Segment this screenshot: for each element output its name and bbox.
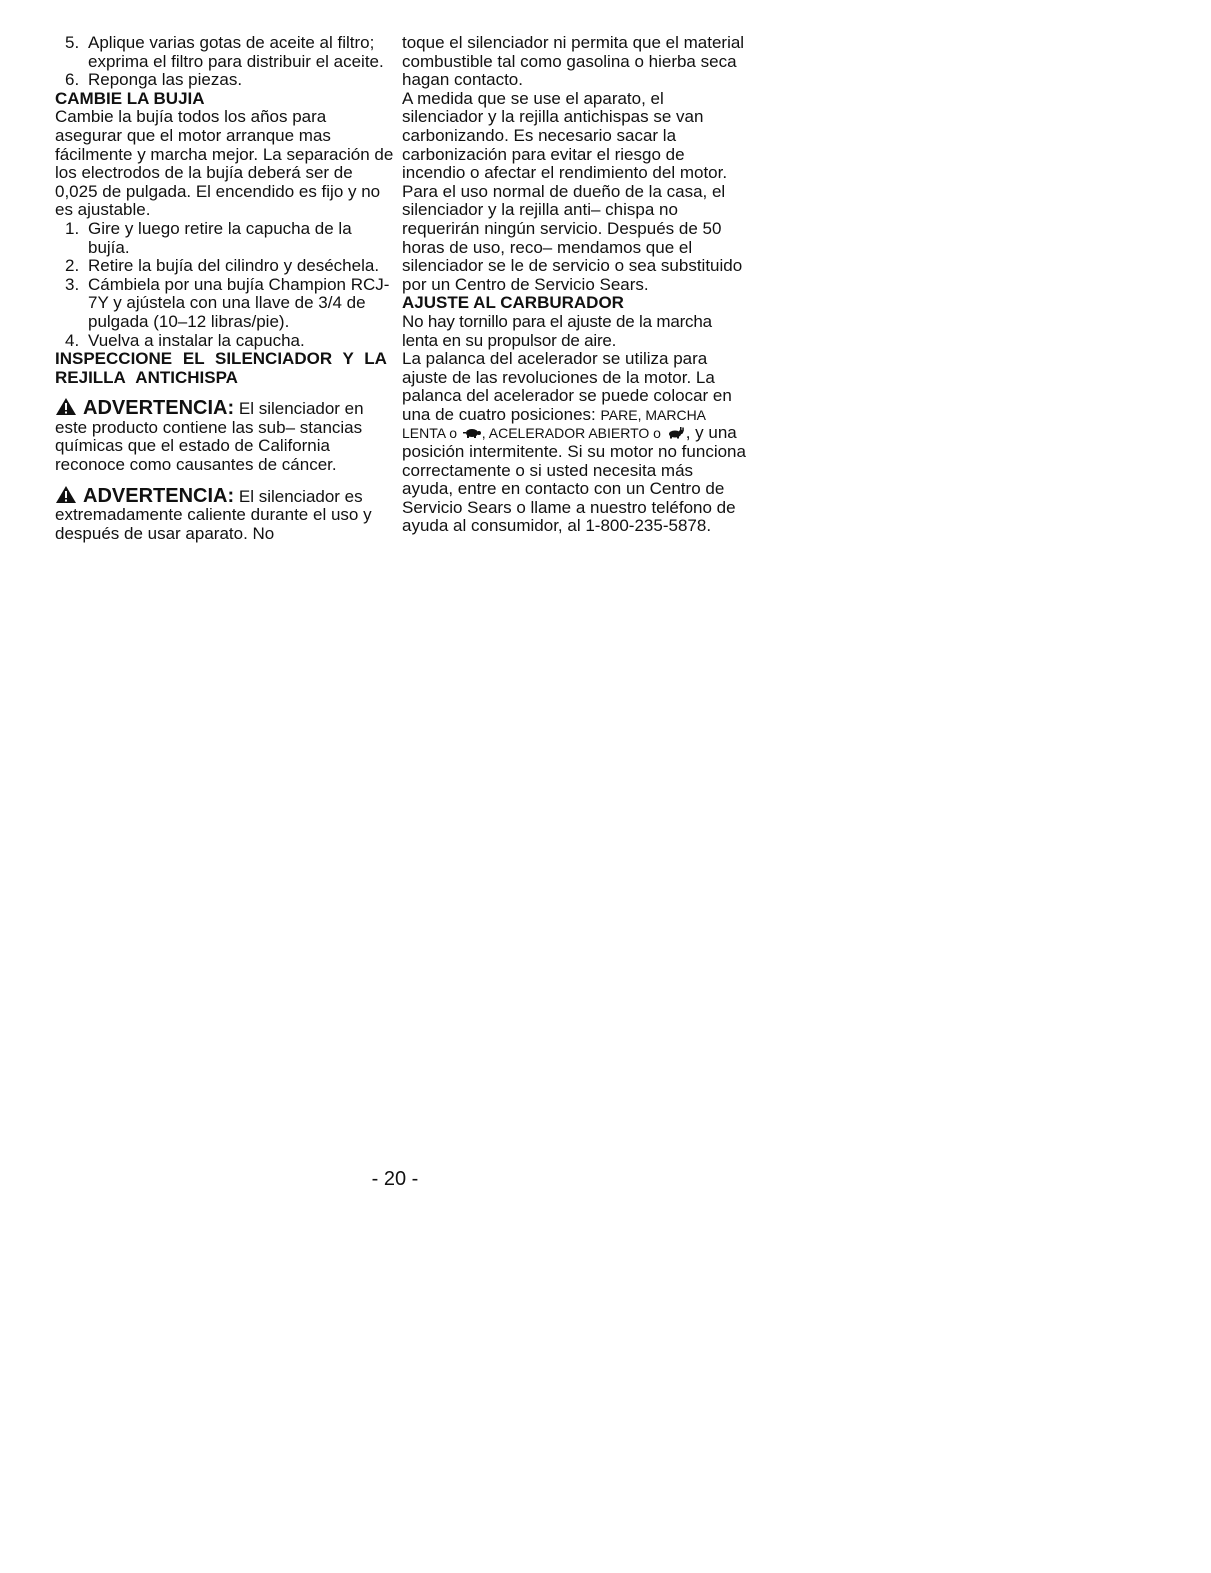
step-text: Aplique varias gotas de aceite al filtro; exprima el filtro para distribuir el aceite.	[88, 33, 384, 71]
muffler-contact-paragraph: toque el silenciador ni permita que el material combustible tal como gasolina o hierba seca hagan contacto.	[402, 33, 745, 90]
warning-triangle-icon	[55, 485, 77, 504]
position-open: , ACELERADOR ABIERTO o	[481, 425, 661, 442]
step-number: 1.	[65, 218, 80, 238]
section-heading-muffler: INSPECCIONE EL SILENCIADOR Y LA REJILLA ANTICHISPA	[55, 349, 387, 387]
turtle-icon	[462, 425, 482, 437]
rabbit-icon	[666, 425, 686, 437]
step-number: 5.	[65, 33, 80, 52]
step-number: 2.	[65, 256, 80, 276]
position-end: , y	[685, 423, 704, 443]
warning-label: ADVERTENCIA:	[83, 484, 235, 507]
list-item	[55, 257, 395, 276]
warning-triangle-icon	[55, 397, 77, 416]
list-item	[55, 332, 395, 351]
warning-text: El silenciador es extremadamente caliente durante el uso y después de usar aparato. No	[55, 486, 372, 543]
carburetor-help-text: una posición intermitente. Si su motor no funciona correctamente o si usted necesita más ayuda, entre en contacto con un Centro de Servicio Sears o llame a nuestro teléfono de ayuda al consumidor, al 1-800-235-5878.	[402, 423, 746, 536]
step-number: 4.	[65, 330, 80, 350]
list-item	[55, 220, 395, 257]
warning-label: ADVERTENCIA:	[83, 397, 235, 420]
service-paragraph: Para el uso normal de dueño de la casa, el silenciador y la rejilla anti– chispa no requerirán ningún servicio. Después de 50 horas de uso, reco– mendamos que el silenciador se le de servicio o sea substituido por un Centro de Servicio Sears.	[402, 181, 743, 294]
page-number: - 20 -	[371, 1168, 419, 1190]
left-column	[55, 34, 395, 543]
carburetor-paragraph-1: No hay tornillo para el ajuste de la marcha lenta en su propulsor de aire.	[402, 311, 712, 350]
carbon-buildup-paragraph: A medida que se use el aparato, el silenciador y la rejilla antichispas se van carbonizando. Es necesario sacar la carbonización para evitar el riesgo de incendio o afectar el rendimiento del motor.	[402, 88, 728, 183]
step-text: Gire y luego retire la capucha de la bujía.	[88, 218, 352, 257]
warning-paragraph	[55, 397, 395, 474]
carburetor-paragraph-2	[402, 350, 747, 536]
step-text: Retire la bujía del cilindro y deséchela.	[88, 256, 380, 276]
position-labels: PARE, MARCHA LENTA o	[402, 406, 706, 442]
list-item	[55, 276, 395, 332]
section-heading-carburetor: AJUSTE AL CARBURADOR	[402, 293, 624, 313]
step-text: Vuelva a instalar la capucha.	[88, 330, 305, 350]
spark-plug-intro: Cambie la bujía todos los años para asegurar que el motor arranque mas fácilmente y marcha mejor. La separación de los electrodos de la bujía deberá ser de 0,025 de pulgada. El encendido es fijo y no es ajustable.	[55, 107, 394, 220]
list-item	[55, 34, 395, 71]
step-text: Reponga las piezas.	[88, 70, 243, 90]
right-column	[402, 34, 747, 536]
list-item	[55, 71, 395, 90]
step-number: 6.	[65, 70, 80, 90]
step-number: 3.	[65, 274, 80, 294]
throttle-text: La palanca del acelerador se utiliza para ajuste de las revoluciones de la motor. La palanca del acelerador se puede colocar en una de cuatro posiciones:	[402, 349, 732, 424]
warning-text: El silenciador en este producto contiene las sub– stancias químicas que el estado de California reconoce como causantes de cáncer.	[55, 399, 364, 475]
section-heading-spark-plug: CAMBIE LA BUJIA	[55, 88, 205, 108]
step-text: Cámbiela por una bujía Champion RCJ-7Y y ajústela con una llave de 3/4 de pulgada (10–12 libras/pie).	[88, 274, 390, 331]
warning-paragraph	[55, 485, 395, 544]
